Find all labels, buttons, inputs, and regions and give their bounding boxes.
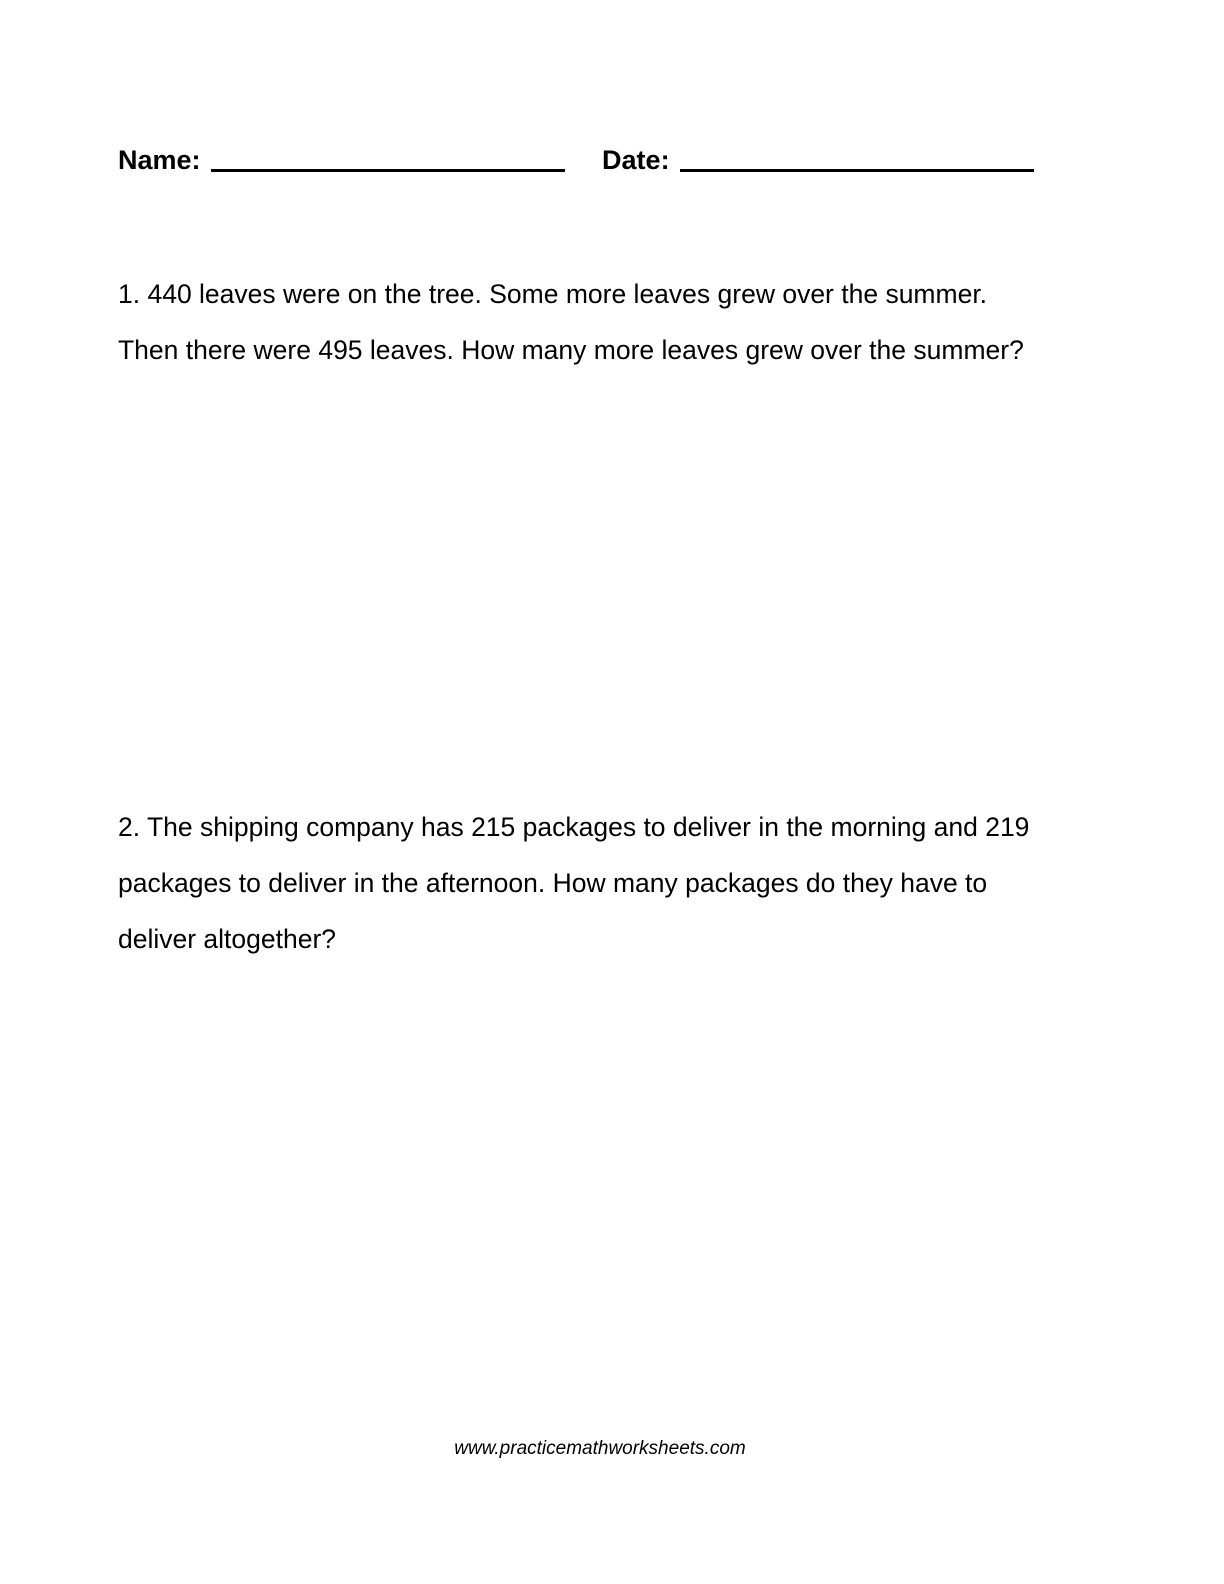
name-field [118, 143, 565, 177]
problem-2-line-3: deliver altogether? [118, 924, 337, 954]
date-label: Date: [602, 145, 670, 175]
problem-2 [118, 799, 1098, 967]
worksheet-header [118, 143, 1034, 177]
problem-1-line-1: 1. 440 leaves were on the tree. Some more leaves grew over the summer. [118, 279, 988, 309]
problem-2-line-1: 2. The shipping company has 215 packages to deliver in the morning and 219 [118, 812, 1030, 842]
name-blank-line[interactable] [211, 169, 565, 172]
problem-1-line-2: Then there were 495 leaves. How many more leaves grew over the summer? [118, 335, 1024, 365]
footer-website: www.practicemathworksheets.com [454, 1438, 746, 1459]
date-field [602, 143, 1034, 177]
problem-1 [118, 266, 1098, 378]
name-label: Name: [118, 145, 201, 175]
problem-2-line-2: packages to deliver in the afternoon. How many packages do they have to [118, 868, 988, 898]
date-blank-line[interactable] [680, 169, 1034, 172]
